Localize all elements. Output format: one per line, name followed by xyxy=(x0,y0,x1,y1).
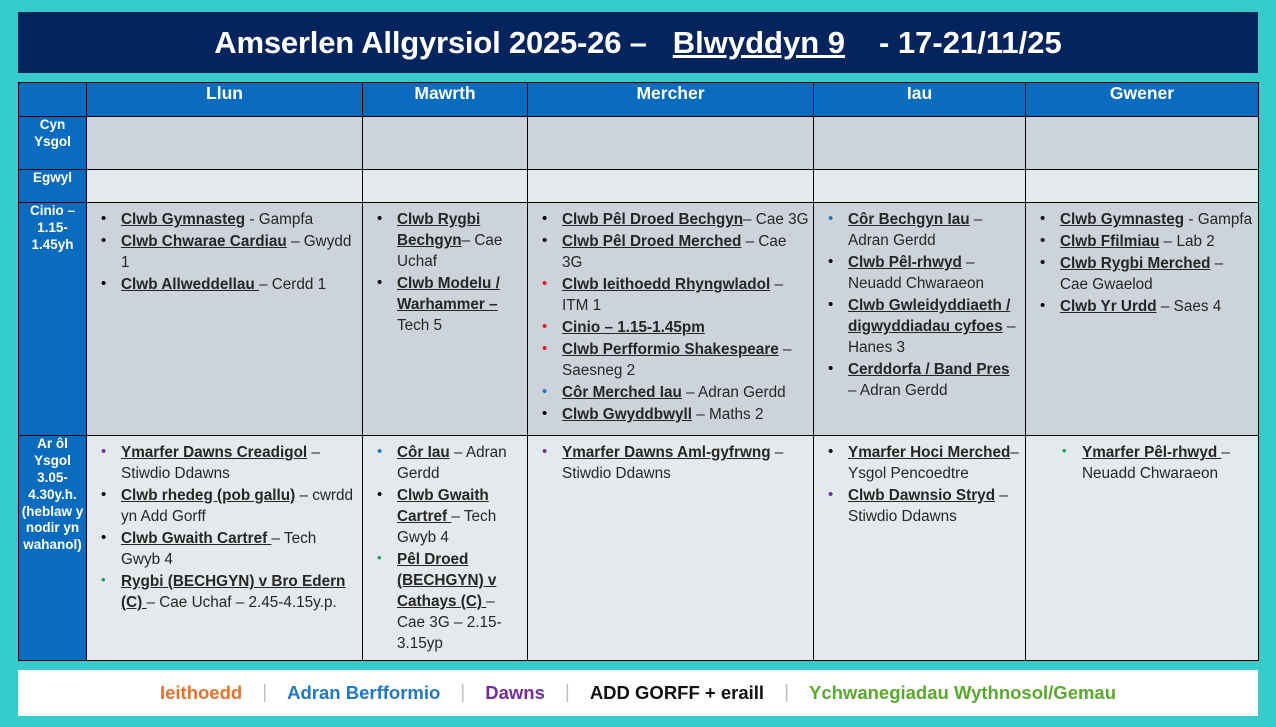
row-label-egwyl xyxy=(19,170,87,203)
activity-detail: – Saesneg 2 xyxy=(562,340,792,379)
cell-egwyl-mawrth[interactable] xyxy=(363,170,528,203)
cell-cyn-gwener[interactable] xyxy=(1026,117,1259,170)
activity-name: Clwb Dawnsio Stryd xyxy=(848,486,996,504)
activity-name: Clwb Gymnasteg xyxy=(1060,211,1185,228)
row-label-line: Ysgol xyxy=(34,133,71,149)
activity-name: Clwb Gymnasteg xyxy=(121,211,246,228)
timetable xyxy=(18,82,1259,661)
activity-name: Côr Merched Iau xyxy=(562,383,682,401)
day-header-mercher: Mercher xyxy=(528,83,814,117)
cell-arol-mawrth[interactable] xyxy=(363,436,528,661)
activity-name: Clwb Ieithoedd Rhyngwladol xyxy=(562,275,771,293)
activity-item[interactable] xyxy=(562,275,809,317)
activity-detail: – Cae 3G – 2.15-3.15yp xyxy=(397,592,502,652)
activity-item[interactable] xyxy=(397,443,523,485)
activity-detail: – Stiwdio Ddawns xyxy=(121,444,320,482)
cell-cinio-iau[interactable] xyxy=(814,203,1026,436)
activity-item[interactable] xyxy=(562,383,809,404)
activity-detail: – Ysgol Pencoedtre xyxy=(848,444,1019,482)
activity-name: Clwb Rygbi Merched xyxy=(1060,254,1211,272)
row-label-line: nodir yn xyxy=(25,520,80,536)
activity-item[interactable] xyxy=(397,210,523,273)
activity-list xyxy=(528,203,813,431)
activity-detail: – Hanes 3 xyxy=(848,317,1016,356)
row-label-line: Ysgol xyxy=(34,452,71,468)
cell-cyn-mercher[interactable] xyxy=(528,117,814,170)
row-label-ar-ol-ysgol xyxy=(19,436,87,661)
activity-name: Clwb Pêl Droed Bechgyn xyxy=(562,211,744,228)
activity-list xyxy=(363,436,527,660)
activity-name: Clwb Chwarae Cardiau xyxy=(121,232,287,250)
legend-separator: | xyxy=(784,681,789,703)
activity-name: Ymarfer Dawns Creadigol xyxy=(121,444,308,461)
activity-name: Clwb Perfformio Shakespeare xyxy=(562,340,779,358)
cell-egwyl-llun[interactable] xyxy=(87,170,363,203)
activity-name: Cerddorfa / Band Pres xyxy=(848,360,1010,378)
activity-name: Clwb Ffilmiau xyxy=(1060,232,1160,250)
day-header-iau: Iau xyxy=(814,83,1026,117)
cell-cinio-mawrth[interactable] xyxy=(363,203,528,436)
activity-detail: – Gwydd 1 xyxy=(121,232,352,271)
activity-detail: – Cerdd 1 xyxy=(258,275,327,293)
year-group-title: Blwyddyn 9 xyxy=(672,24,845,60)
activity-item[interactable] xyxy=(1060,210,1254,231)
activity-detail: – Adran Gerdd xyxy=(848,381,948,399)
day-header-row xyxy=(19,83,1259,117)
row-label-line: (heblaw y xyxy=(21,503,84,519)
day-header-mawrth: Mawrth xyxy=(363,83,528,117)
activity-item[interactable] xyxy=(562,443,809,485)
cell-egwyl-mercher[interactable] xyxy=(528,170,814,203)
activity-name: Clwb Rygbi Bechgyn xyxy=(397,211,481,249)
activity-detail: - Gampfa xyxy=(245,211,314,228)
activity-list xyxy=(528,436,813,490)
legend-separator: | xyxy=(564,681,570,703)
row-label-line: 3.05- xyxy=(37,469,68,485)
legend-separator: | xyxy=(262,681,268,703)
activity-name: Pêl Droed (BECHGYN) v Cathays (C) xyxy=(397,550,497,610)
row-label-line: Cyn xyxy=(39,117,66,132)
activity-detail: – Neuadd Chwaraeon xyxy=(848,253,985,292)
legend-item-ieithoedd: Ieithoedd xyxy=(159,681,243,703)
activity-detail: – Tech Gwyb 4 xyxy=(121,529,317,568)
activity-item[interactable] xyxy=(1082,443,1254,485)
page-title-bar xyxy=(18,12,1258,73)
activity-detail: Tech 5 xyxy=(397,316,443,334)
date-range-title: - 17-21/11/25 xyxy=(879,24,1062,60)
row-label-line: Egwyl xyxy=(32,170,72,185)
cell-arol-mercher[interactable] xyxy=(528,436,814,661)
activity-detail: – Cae Uchaf xyxy=(397,231,503,270)
activity-item[interactable] xyxy=(562,340,809,382)
activity-detail: – Cae Gwaelod xyxy=(1060,254,1224,293)
activity-list xyxy=(1026,436,1258,490)
activity-item[interactable] xyxy=(1060,297,1254,318)
activity-item[interactable] xyxy=(848,360,1021,402)
activity-item[interactable] xyxy=(848,486,1021,528)
activity-item[interactable] xyxy=(848,296,1021,359)
day-header-llun: Llun xyxy=(87,83,363,117)
row-cinio xyxy=(19,203,1259,436)
row-label-line: 1.15- xyxy=(37,219,68,235)
activity-item[interactable] xyxy=(397,550,523,655)
cell-cyn-iau[interactable] xyxy=(814,117,1026,170)
activity-detail: – cwrdd yn Add Gorff xyxy=(121,486,354,525)
activity-item[interactable] xyxy=(397,274,523,337)
activity-detail: – Stiwdio Ddawns xyxy=(848,486,1008,525)
row-label-line: wahanol) xyxy=(23,537,82,553)
legend-item-ychwanegiadau: Ychwanegiadau Wythnosol/Gemau xyxy=(809,681,1117,703)
activity-item[interactable] xyxy=(121,443,358,485)
activity-item[interactable] xyxy=(848,443,1021,485)
activity-name: Clwb Gwyddbwyll xyxy=(562,405,693,423)
activity-name: Cinio – 1.15-1.45pm xyxy=(562,318,705,336)
activity-name: Clwb Pêl Droed Merched xyxy=(562,232,742,250)
row-label-cyn-ysgol xyxy=(19,117,87,170)
activity-detail: – ITM 1 xyxy=(562,275,783,314)
activity-name: Ymarfer Hoci Merched xyxy=(848,444,1011,461)
cell-cinio-gwener[interactable] xyxy=(1026,203,1259,436)
activity-detail: – Maths 2 xyxy=(692,405,764,423)
cell-cyn-mawrth[interactable] xyxy=(363,117,528,170)
cell-cinio-mercher[interactable] xyxy=(528,203,814,436)
activity-list xyxy=(87,436,362,619)
activity-list xyxy=(814,203,1025,407)
legend-item-adran-berfformio: Adran Berfformio xyxy=(287,681,441,703)
activity-item[interactable] xyxy=(121,486,358,528)
activity-detail: – Saes 4 xyxy=(1156,297,1222,315)
row-egwyl xyxy=(19,170,1259,203)
cell-egwyl-iau[interactable] xyxy=(814,170,1026,203)
activity-detail: – Tech Gwyb 4 xyxy=(397,507,497,546)
row-label-line: Cinio – xyxy=(29,203,75,218)
activity-list xyxy=(87,203,362,301)
activity-name: Clwb Pêl-rhwyd xyxy=(848,253,962,271)
cell-cinio-llun[interactable] xyxy=(87,203,363,436)
activity-detail: – Neuadd Chwaraeon xyxy=(1082,444,1230,482)
activity-name: Ymarfer Dawns Aml-gyfrwng xyxy=(562,444,771,461)
page-title: Amserlen Allgyrsiol 2025-26 – xyxy=(214,24,647,60)
activity-name: Clwb Gwaith Cartref xyxy=(121,529,272,547)
activity-item[interactable] xyxy=(562,210,809,231)
activity-name: Ymarfer Pêl-rhwyd xyxy=(1082,444,1222,461)
row-label-cinio xyxy=(19,203,87,436)
table-corner-cell xyxy=(19,83,87,117)
legend-item-add-gorff: ADD GORFF + eraill xyxy=(589,681,765,703)
activity-detail: – Adran Gerdd xyxy=(397,444,507,482)
activity-item[interactable] xyxy=(121,210,358,231)
activity-name: Clwb Modelu / Warhammer – xyxy=(397,274,500,313)
row-ar-ol-ysgol xyxy=(19,436,1259,661)
activity-item[interactable] xyxy=(121,572,358,614)
activity-detail: – Cae Uchaf – 2.45-4.15y.p. xyxy=(146,593,337,611)
activity-name: Clwb Allweddellau xyxy=(121,275,259,293)
activity-name: Rygbi (BECHGYN) v Bro Edern (C) xyxy=(121,572,346,611)
activity-item[interactable] xyxy=(848,210,1021,252)
activity-item[interactable] xyxy=(1060,254,1254,296)
legend-bar xyxy=(18,670,1258,716)
activity-detail: – Adran Gerdd xyxy=(681,383,786,401)
activity-list xyxy=(1026,203,1258,323)
row-label-line: Ar ôl xyxy=(37,436,68,451)
activity-name: Côr Bechgyn Iau xyxy=(848,211,970,228)
activity-name: Clwb Yr Urdd xyxy=(1060,297,1157,315)
activity-list xyxy=(814,436,1025,533)
cell-arol-iau[interactable] xyxy=(814,436,1026,661)
row-label-line: 4.30y.h. xyxy=(28,486,77,502)
activity-detail: – Lab 2 xyxy=(1159,232,1215,250)
cell-arol-llun[interactable] xyxy=(87,436,363,661)
activity-item[interactable] xyxy=(562,405,809,426)
day-header-gwener: Gwener xyxy=(1026,83,1259,117)
activity-item[interactable] xyxy=(1060,232,1254,253)
activity-name: Clwb rhedeg (pob gallu) xyxy=(121,486,296,504)
row-label-line: 1.45yh xyxy=(31,236,74,252)
activity-item[interactable] xyxy=(121,232,358,274)
activity-name: Côr Iau xyxy=(397,444,450,461)
cell-cyn-llun[interactable] xyxy=(87,117,363,170)
row-cyn-ysgol xyxy=(19,117,1259,170)
activity-item[interactable] xyxy=(397,486,523,549)
activity-list xyxy=(363,203,527,342)
activity-detail: – Stiwdio Ddawns xyxy=(562,444,784,482)
activity-name: Clwb Gwaith Cartref xyxy=(397,486,489,525)
activity-item[interactable] xyxy=(848,253,1021,295)
activity-name: Clwb Gwleidyddiaeth / digwyddiadau cyfoes xyxy=(848,296,1011,335)
activity-detail: – Cae 3G xyxy=(562,232,787,271)
activity-detail: – Adran Gerdd xyxy=(848,211,983,249)
activity-detail: – Cae 3G xyxy=(743,211,809,228)
legend-item-dawns: Dawns xyxy=(485,681,545,703)
legend-separator: | xyxy=(460,681,466,703)
cell-egwyl-gwener[interactable] xyxy=(1026,170,1259,203)
activity-item[interactable] xyxy=(121,275,358,296)
activity-item[interactable] xyxy=(562,318,809,339)
cell-arol-gwener[interactable] xyxy=(1026,436,1259,661)
activity-item[interactable] xyxy=(562,232,809,274)
activity-item[interactable] xyxy=(121,529,358,571)
activity-detail: - Gampfa xyxy=(1184,211,1253,228)
